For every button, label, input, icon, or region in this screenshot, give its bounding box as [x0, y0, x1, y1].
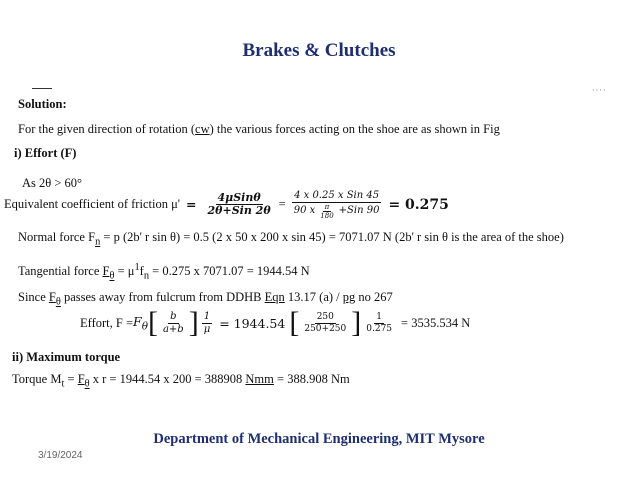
slide-date: 3/19/2024	[38, 450, 83, 461]
divider-line	[32, 88, 52, 89]
effort-equation: Effort, F = $F_\theta$ [ $\frac{b}{a+b}$ ] $\frac{1}{\mu}$ = 1944.54 [ $\frac{250}{250+250}$ ] $\frac{1}{0.275}$ = 3535.534 N	[80, 306, 471, 339]
solution-heading: Solution:	[18, 97, 67, 111]
effort-heading: i) Effort (F)	[14, 146, 77, 160]
page-title: Brakes & Clutches	[242, 40, 396, 61]
tangential-force-line: Tangential force $F_\theta = \mu^1f_n = 0.275$ x 7071.07 = 1944.54 N	[18, 262, 310, 282]
equivalent-friction-equation: Equivalent coefficient of friction μ' = $\frac{\text{4μSinθ}}{\text{2θ+Sin 2θ}}$ = 4 x 0.25 x Sin 45 90 x $\frac{\pi}{180}$ +Sin 90 = 0.275	[4, 190, 449, 220]
since-line: Since $F_\theta$ passes away from fulcrum from DDHB Eqn 13.17 (a) / pg no 267	[18, 290, 393, 308]
condition-text: As 2θ > 60°	[22, 176, 83, 190]
fraction-1: $\frac{\text{4μSinθ}}{\text{2θ+Sin 2θ}}$	[207, 190, 271, 218]
intro-text: For the given direction of rotation (cw) the various forces acting on the shoe are as shown in Fig	[18, 122, 500, 136]
torque-heading: ii) Maximum torque	[12, 350, 121, 364]
corner-mark: ····	[592, 86, 607, 95]
footer-department: Department of Mechanical Engineering, MIT Mysore	[153, 431, 485, 447]
torque-line: Torque $M_t = F_\theta$ x r = 1944.54 x 200 = 388908 Nmm = 388.908 Nm	[12, 372, 350, 390]
fraction-2: 4 x 0.25 x Sin 45 90 x $\frac{\pi}{180}$ +Sin 90	[293, 190, 380, 220]
normal-force-line: Normal force $F_n = p$ (2b' r sin θ) = 0.5 (2 x 50 x 200 x sin 45) = 7071.07 N (2b' r sin θ is the area of the shoe)	[18, 230, 564, 248]
